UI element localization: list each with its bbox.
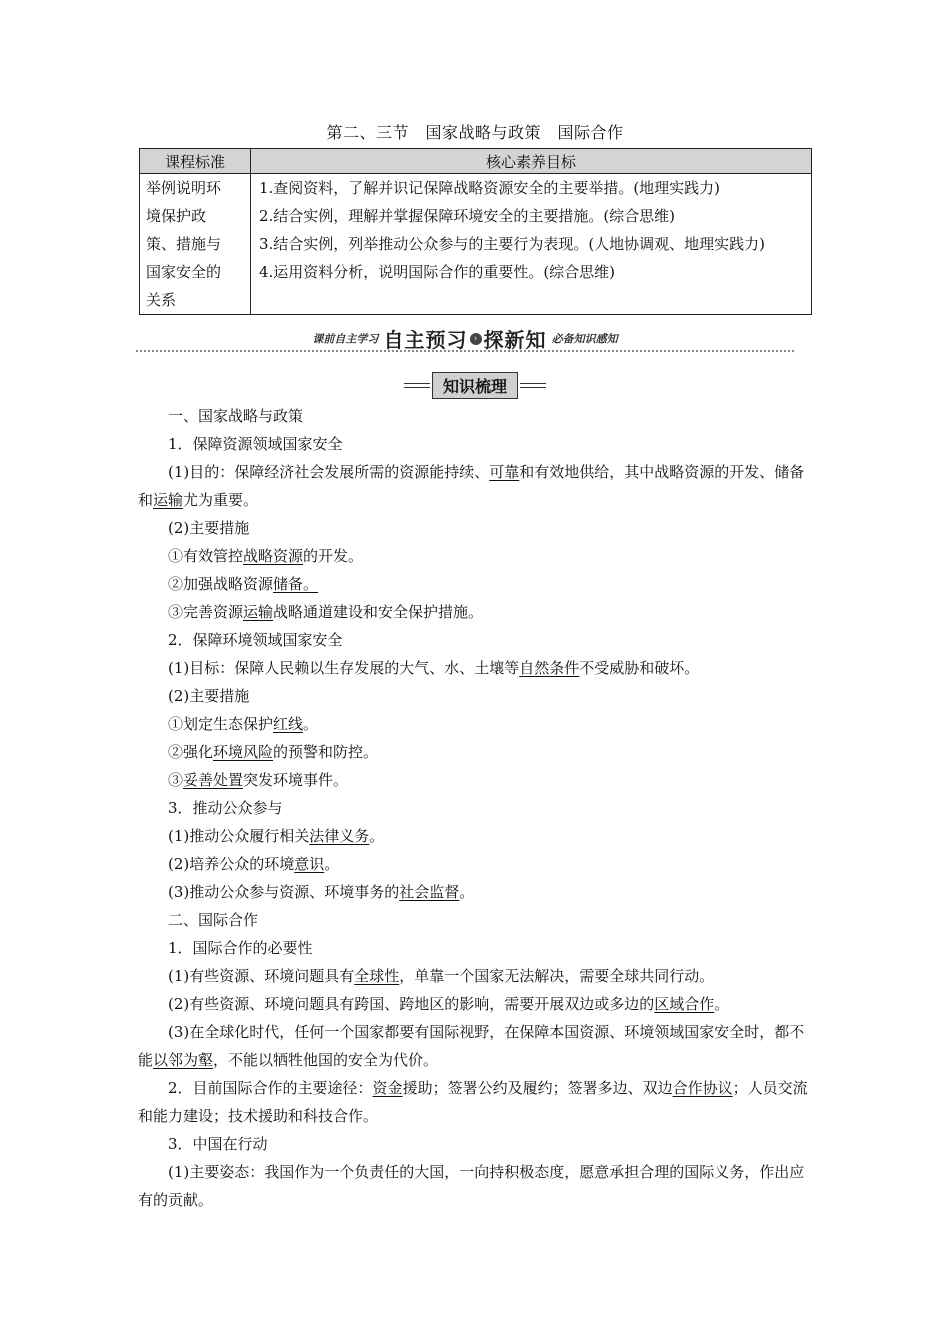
- standard-cell: [140, 174, 251, 315]
- blank-answer: 战略资源: [243, 547, 304, 565]
- curriculum-table: [139, 148, 812, 315]
- banner-right-caption: 必备知识感知: [551, 332, 618, 346]
- paragraph: (1)目的：保障经济社会发展所需的资源能持续、可靠和有效地供给，其中战略资源的开发、储备和运输尤为重要。: [138, 463, 805, 509]
- list-item: ③妥善处置突发环境事件。: [168, 771, 349, 789]
- goal-item: 4.运用资料分析，说明国际合作的重要性。(综合思维): [259, 263, 616, 281]
- blank-answer: 可靠: [489, 463, 520, 481]
- heading-1: 一、国家战略与政策: [168, 407, 304, 425]
- list-item: ①有效管控战略资源的开发。: [168, 547, 364, 565]
- subheading: (2)主要措施: [168, 519, 250, 537]
- standard-line: 境保护政: [146, 207, 207, 225]
- blank-answer: 运输: [243, 603, 274, 621]
- blank-answer: 法律义务: [309, 827, 370, 845]
- blank-answer: 意识: [294, 855, 325, 873]
- paragraph: (2)有些资源、环境问题具有跨国、跨地区的影响，需要开展双边或多边的区域合作。: [168, 995, 730, 1013]
- list-item: ①划定生态保护红线。: [168, 715, 319, 733]
- arrow-icon: ›: [470, 333, 482, 345]
- page-title: 第二、三节 国家战略与政策 国际合作: [326, 123, 624, 142]
- blank-answer: 自然条件: [519, 659, 580, 677]
- banner-title-2: 探新知: [483, 328, 547, 352]
- standard-line: 策、措施与: [146, 235, 222, 253]
- heading-rule-left: [404, 383, 430, 388]
- subheading: 2．保障环境领域国家安全: [168, 631, 343, 649]
- subheading: 1．国际合作的必要性: [168, 939, 313, 957]
- knowledge-heading: [0, 372, 950, 399]
- heading-rule-right: [520, 383, 546, 388]
- standard-line: 国家安全的: [146, 263, 222, 281]
- blank-answer: 储备。: [273, 575, 319, 593]
- list-item: (2)培养公众的环境意识。: [168, 855, 340, 873]
- list-item: (3)推动公众参与资源、环境事务的社会监督。: [168, 883, 475, 901]
- header-standard: 课程标准: [140, 149, 251, 174]
- standard-line: 关系: [146, 291, 177, 309]
- banner-title-1: 自主预习: [383, 328, 468, 352]
- blank-answer: 环境风险: [213, 743, 274, 761]
- list-item: ③完善资源运输战略通道建设和安全保护措施。: [168, 603, 484, 621]
- section-banner: [136, 322, 794, 354]
- table-header-row: [140, 149, 812, 174]
- heading-2: 二、国际合作: [168, 911, 259, 929]
- paragraph: (1)有些资源、环境问题具有全球性，单靠一个国家无法解决，需要全球共同行动。: [168, 967, 715, 985]
- goal-item: 1.查阅资料，了解并识记保障战略资源安全的主要举措。(地理实践力): [259, 179, 721, 197]
- list-item: ②加强战略资源储备。: [168, 575, 319, 593]
- list-item: ②强化环境风险的预警和防控。: [168, 743, 379, 761]
- blank-answer: 红线: [273, 715, 304, 733]
- header-goals: 核心素养目标: [251, 149, 812, 174]
- goals-cell: [251, 174, 812, 315]
- knowledge-label: 知识梳理: [432, 372, 518, 399]
- blank-answer: 区域合作: [654, 995, 715, 1013]
- standard-line: 举例说明环: [146, 179, 222, 197]
- blank-answer: 运输: [153, 491, 184, 509]
- subheading: 3．推动公众参与: [168, 799, 283, 817]
- paragraph: 2．目前国际合作的主要途径：资金援助；签署公约及履约；签署多边、双边合作协议；人员交流和能力建设；技术援助和科技合作。: [138, 1079, 808, 1125]
- goal-item: 2.结合实例，理解并掌握保障环境安全的主要措施。(综合思维): [259, 207, 676, 225]
- blank-answer: 以邻为壑: [153, 1051, 214, 1069]
- blank-answer: 资金: [372, 1079, 403, 1097]
- paragraph: (1)目标：保障人民赖以生存发展的大气、水、土壤等自然条件不受威胁和破坏。: [168, 659, 700, 677]
- blank-answer: 合作协议: [672, 1079, 733, 1097]
- paragraph: (1)主要姿态：我国作为一个负责任的大国，一向持积极态度，愿意承担合理的国际义务，作出应有的贡献。: [138, 1163, 805, 1209]
- table-row: [140, 174, 812, 315]
- paragraph: (3)在全球化时代，任何一个国家都要有国际视野，在保障本国资源、环境领域国家安全时，都不能以邻为壑，不能以牺牲他国的安全为代价。: [138, 1023, 805, 1069]
- list-item: (1)推动公众履行相关法律义务。: [168, 827, 385, 845]
- blank-answer: 全球性: [354, 967, 400, 985]
- banner-left-caption: 课前自主学习: [312, 332, 379, 346]
- goal-item: 3.结合实例，列举推动公众参与的主要行为表现。(人地协调观、地理实践力): [259, 235, 766, 253]
- content-body: [138, 402, 814, 1214]
- blank-answer: 妥善处置: [183, 771, 244, 789]
- subheading: 3．中国在行动: [168, 1135, 268, 1153]
- subheading: 1．保障资源领域国家安全: [168, 435, 343, 453]
- subheading: (2)主要措施: [168, 687, 250, 705]
- blank-answer: 社会监督: [399, 883, 460, 901]
